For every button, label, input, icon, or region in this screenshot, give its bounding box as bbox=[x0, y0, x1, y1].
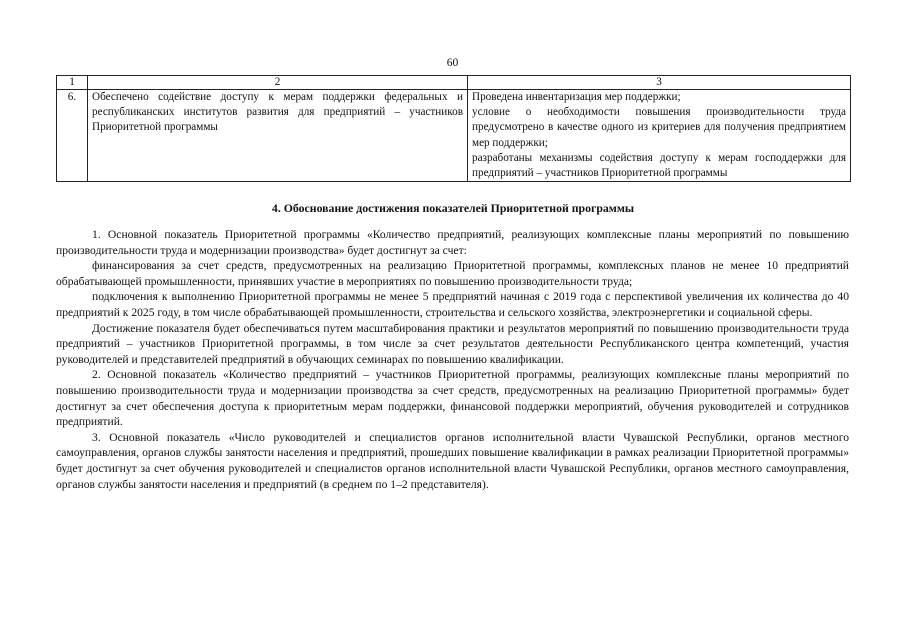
measures-table bbox=[56, 75, 851, 182]
table-header-cell: 2 bbox=[88, 76, 468, 90]
section-body bbox=[56, 227, 849, 492]
section-title: 4. Обоснование достижения показателей Приоритетной программы bbox=[271, 201, 635, 215]
table-row bbox=[57, 90, 851, 182]
paragraph: Достижение показателя будет обеспечиваться путем масштабирования практики и результатов мероприятий по повышению производительности труда предприятий – участников Приоритетной программы, в том числе за счет результатов деятельности Республиканского центра компетенций, участия руководителей и представителей предприятий в обучающих семинарах по повышению квалификации. bbox=[56, 321, 849, 366]
result-line: разработаны механизмы содействия доступу к мерам господдержки для предприятий – участников Приоритетной программы bbox=[472, 151, 846, 180]
result-line: условие о необходимости повышения производительности труда предусмотрено в качестве одного из критериев для получения предприятием мер поддержки; bbox=[472, 106, 846, 149]
row-measure: Обеспечено содействие доступу к мерам поддержки федеральных и республиканских институтов развития для предприятий – участников Приоритетной программы bbox=[88, 90, 468, 182]
paragraph: 1. Основной показатель Приоритетной программы «Количество предприятий, реализующих комплексные планы мероприятий по повышению производительности труда и модернизации производства» будет достигнут за счет: bbox=[56, 228, 849, 257]
page-number: 60 bbox=[446, 56, 459, 69]
row-number: 6. bbox=[57, 90, 88, 182]
table-header-row bbox=[57, 76, 851, 90]
result-line: Проведена инвентаризация мер поддержки; bbox=[472, 91, 681, 103]
paragraph: 2. Основной показатель «Количество предприятий – участников Приоритетной программы, реализующих комплексные планы мероприятий по повышению производительности труда и модернизации производства за счет средств, предусмотренных на реализацию Приоритетной программы» будет достигнут за счет обеспечения доступа к приоритетным мерам поддержки, финансовой поддержки мероприятий, обучения руководителей и сотрудников предприятий. bbox=[56, 368, 849, 429]
paragraph: финансирования за счет средств, предусмотренных на реализацию Приоритетной программы, комплексных планов не менее 10 предприятий обрабатывающей промышленности, принявших участие в мероприятиях по повышению производительности труда; bbox=[56, 259, 849, 288]
paragraph: 3. Основной показатель «Число руководителей и специалистов органов исполнительной власти Чувашской Республики, органов местного самоуправления, органов службы занятости населения и предприятий, прошедших повышение квалификации в рамках реализации Приоритетной программы» будет достигнут за счет обучения руководителей и специалистов органов исполнительной власти Чувашской Республики, органов местного самоуправления, органов службы занятости населения и предприятий (в среднем по 1–2 представителя). bbox=[56, 430, 849, 491]
paragraph: подключения к выполнению Приоритетной программы не менее 5 предприятий начиная с 2019 года с перспективой увеличения их количества до 40 предприятий к 2025 году, в том числе обрабатывающей промышленности, строительства и сельского хозяйства, электроэнергетики и социальной сферы. bbox=[56, 290, 849, 319]
table-header-cell: 1 bbox=[57, 76, 88, 90]
table-header-cell: 3 bbox=[468, 76, 851, 90]
row-result bbox=[468, 90, 851, 182]
